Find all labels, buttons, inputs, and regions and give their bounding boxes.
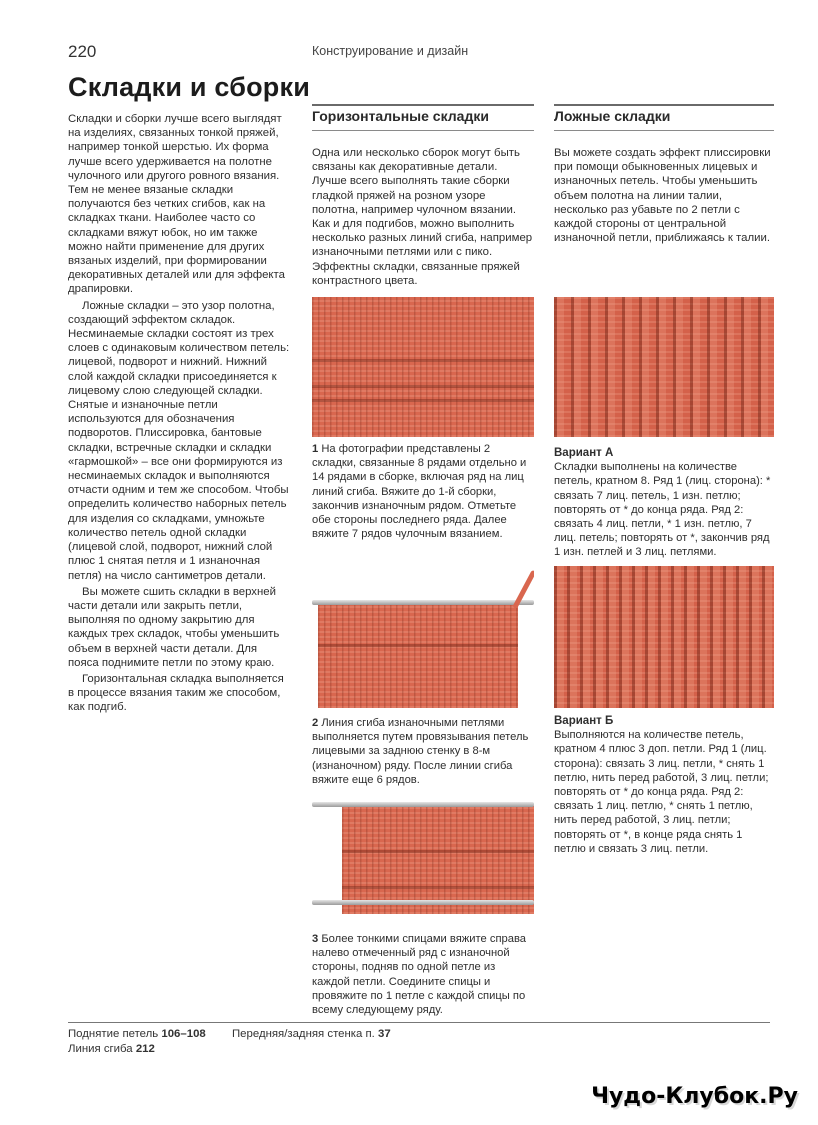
caption-text: Более тонкими спицами вяжите справа налево отмеченный ряд с изнаночной стороны, подняв по одной петле из каждой петли. Соедините спицы и провяжите по 1 петле с каждой спицы по всему следующему ряду. — [312, 933, 526, 1017]
footer-ref-3[interactable] — [232, 1028, 391, 1040]
caption-text: Линия сгиба изнаночными петлями выполняется путем провязывания петель лицевыми за заднюю стенку в 8-м (изнаночном) ряду. После линии сгиба вяжите еще 6 рядов. — [312, 717, 529, 786]
page-title: Складки и сборки — [68, 72, 310, 102]
footer-ref-2[interactable] — [68, 1043, 155, 1055]
knitting-photo-3 — [312, 796, 534, 924]
intro-paragraph-2: Ложные складки – это узор полотна, создающий эффектом складок. Несминаемые складки состоят из трех слоев с одинаковым количеством петель: лицевой, подворот и нижний. Нижний слой каждой складки присоединяется к лицевому слою следующей складки. Снятые и изнаночные петли используются для обозначения подворотов. Плиссировка, бантовые складки, встречные складки и складки «гармошкой» – все они формируются из несминаемых складок и выполняются отчасти одним и тем же способом. Чтобы определить количество наборных петель для изделия со складками, умножьте количество петель одной складки (лицевой слой, подворот, нижний слой плюс 1 снятая петля и 1 изнаночная петля) на число сантиметров детали. — [68, 299, 290, 582]
knitting-needle — [312, 900, 534, 905]
fold-line — [342, 850, 534, 853]
variant-b-title: Вариант Б — [554, 715, 614, 727]
footer-ref-pages: 37 — [378, 1028, 391, 1040]
footer-ref-1[interactable] — [68, 1028, 206, 1040]
fold-line — [318, 644, 518, 647]
caption-2 — [312, 716, 534, 787]
fold-line — [342, 886, 534, 889]
false-pleats-heading: Ложные складки — [554, 108, 671, 124]
caption-3 — [312, 932, 534, 1017]
knitting-photo-variant-b — [554, 566, 774, 708]
footer-ref-label: Поднятие петель — [68, 1028, 159, 1040]
section-rule-bottom — [554, 130, 774, 131]
caption-1 — [312, 442, 534, 541]
horizontal-pleats-body — [312, 146, 534, 288]
knitted-swatch — [342, 806, 534, 914]
site-watermark: Чудо-Клубок.Ру — [591, 1084, 798, 1109]
intro-paragraph-3: Вы можете сшить складки в верхней части детали или закрыть петли, выполняя по одному закрытию для каждых трех складок, чтобы уменьшить объем в верхней части детали. Для пояса поднимите петли по этому краю. — [68, 585, 280, 669]
footer-ref-pages: 106–108 — [161, 1028, 206, 1040]
knitting-photo-variant-a — [554, 297, 774, 437]
knitting-photo-1 — [312, 297, 534, 437]
horizontal-pleats-text: Одна или несколько сборок могут быть связаны как декоративные детали. Лучше всего выполнять такие сборки гладкой пряжей на розном узоре полотна, например чулочном вязании. Как и для подгибов, можно выполнить несколько разных линий сгиба, например изнаночными петлями или с пико. Эффектны складки, связанные пряжей контрастного цвета. — [312, 147, 533, 287]
knitting-photo-2 — [312, 566, 534, 708]
variant-a-text: Складки выполнены на количестве петель, кратном 8. Ряд 1 (лиц. сторона): * связать 7 лиц. петель, 1 изн. петлю; повторять от * до конца ряда. Ряд 2: связать 4 лиц. петли, * 1 изн. петлю, 7 лиц. петель; повторять от *, закончив ряд 1 изн. петлей и 3 лиц. петлями. — [554, 461, 771, 559]
variant-a-title: Вариант А — [554, 447, 614, 459]
fold-line — [312, 359, 534, 362]
footer-ref-label: Передняя/задняя стенка п. — [232, 1028, 375, 1040]
caption-number: 2 — [312, 717, 319, 729]
false-pleats-body — [554, 146, 774, 245]
knitting-needle — [312, 802, 534, 807]
section-rule-top — [554, 104, 774, 106]
caption-variant-a — [554, 446, 774, 560]
fold-line — [312, 399, 534, 402]
footer-ref-label: Линия сгиба — [68, 1043, 133, 1055]
caption-number: 3 — [312, 933, 319, 945]
intro-paragraph-4: Горизонтальная складка выполняется в процессе вязания таким же способом, как подгиб. — [68, 672, 284, 714]
intro-paragraph-1: Складки и сборки лучше всего выглядят на изделиях, связанных тонкой пряжей, например тонкой шерстью. Их форма лучше всего удерживается на полотне чулочного или другого ровного вязания. Тем не менее вязаные складки получаются без четких сгибов, как на складках ткани. Наиболее часто со складками вяжут юбок, но им также можно найти применение для других вязаных изделий, при формировании декоративных деталей или для эффекта драпировки. — [68, 113, 285, 296]
section-rule-bottom — [312, 130, 534, 131]
horizontal-pleats-heading: Горизонтальные складки — [312, 108, 489, 124]
variant-b-text: Выполняются на количестве петель, кратном 4 плюс 3 доп. петли. Ряд 1 (лиц. сторона): связать 3 лиц. петли, * снять 1 петлю, нить перед работой, 3 лиц. петли; повторять от * до конца ряда. Ряд 2: связать 1 лиц. петлю, * снять 1 петлю, нить перед работой, 3 лиц. петли; повторять от *, в конце ряда снять 1 петлю и связать 3 лиц. петли. — [554, 729, 769, 855]
knitting-needle — [312, 600, 534, 605]
footer-ref-pages: 212 — [135, 1043, 155, 1055]
section-rule-top — [312, 104, 534, 106]
caption-text: На фотографии представлены 2 складки, связанные 8 рядами отдельно и 14 рядами в сборке, включая ряд на лиц линий сгиба. Вяжите до 1-й сборки, закончив изнаночным рядом. Отметьте обе стороны последнего ряда. Далее вяжите 7 рядов чулочным вязанием. — [312, 443, 527, 541]
knitted-swatch — [318, 604, 518, 708]
fold-line — [312, 385, 534, 388]
page-number: 220 — [68, 42, 97, 61]
caption-number: 1 — [312, 443, 319, 455]
footer-rule — [68, 1022, 770, 1023]
caption-variant-b — [554, 714, 774, 856]
intro-column — [68, 112, 290, 715]
running-head: Конструирование и дизайн — [312, 44, 469, 58]
false-pleats-text: Вы можете создать эффект плиссировки при помощи обыкновенных лицевых и изнаночных петель. Чтобы уменьшить объем полотна на линии талии, несколько раз убавьте по 2 петли с каждой стороны от центральной изнаночной петли, приближаясь к талии. — [554, 147, 771, 245]
